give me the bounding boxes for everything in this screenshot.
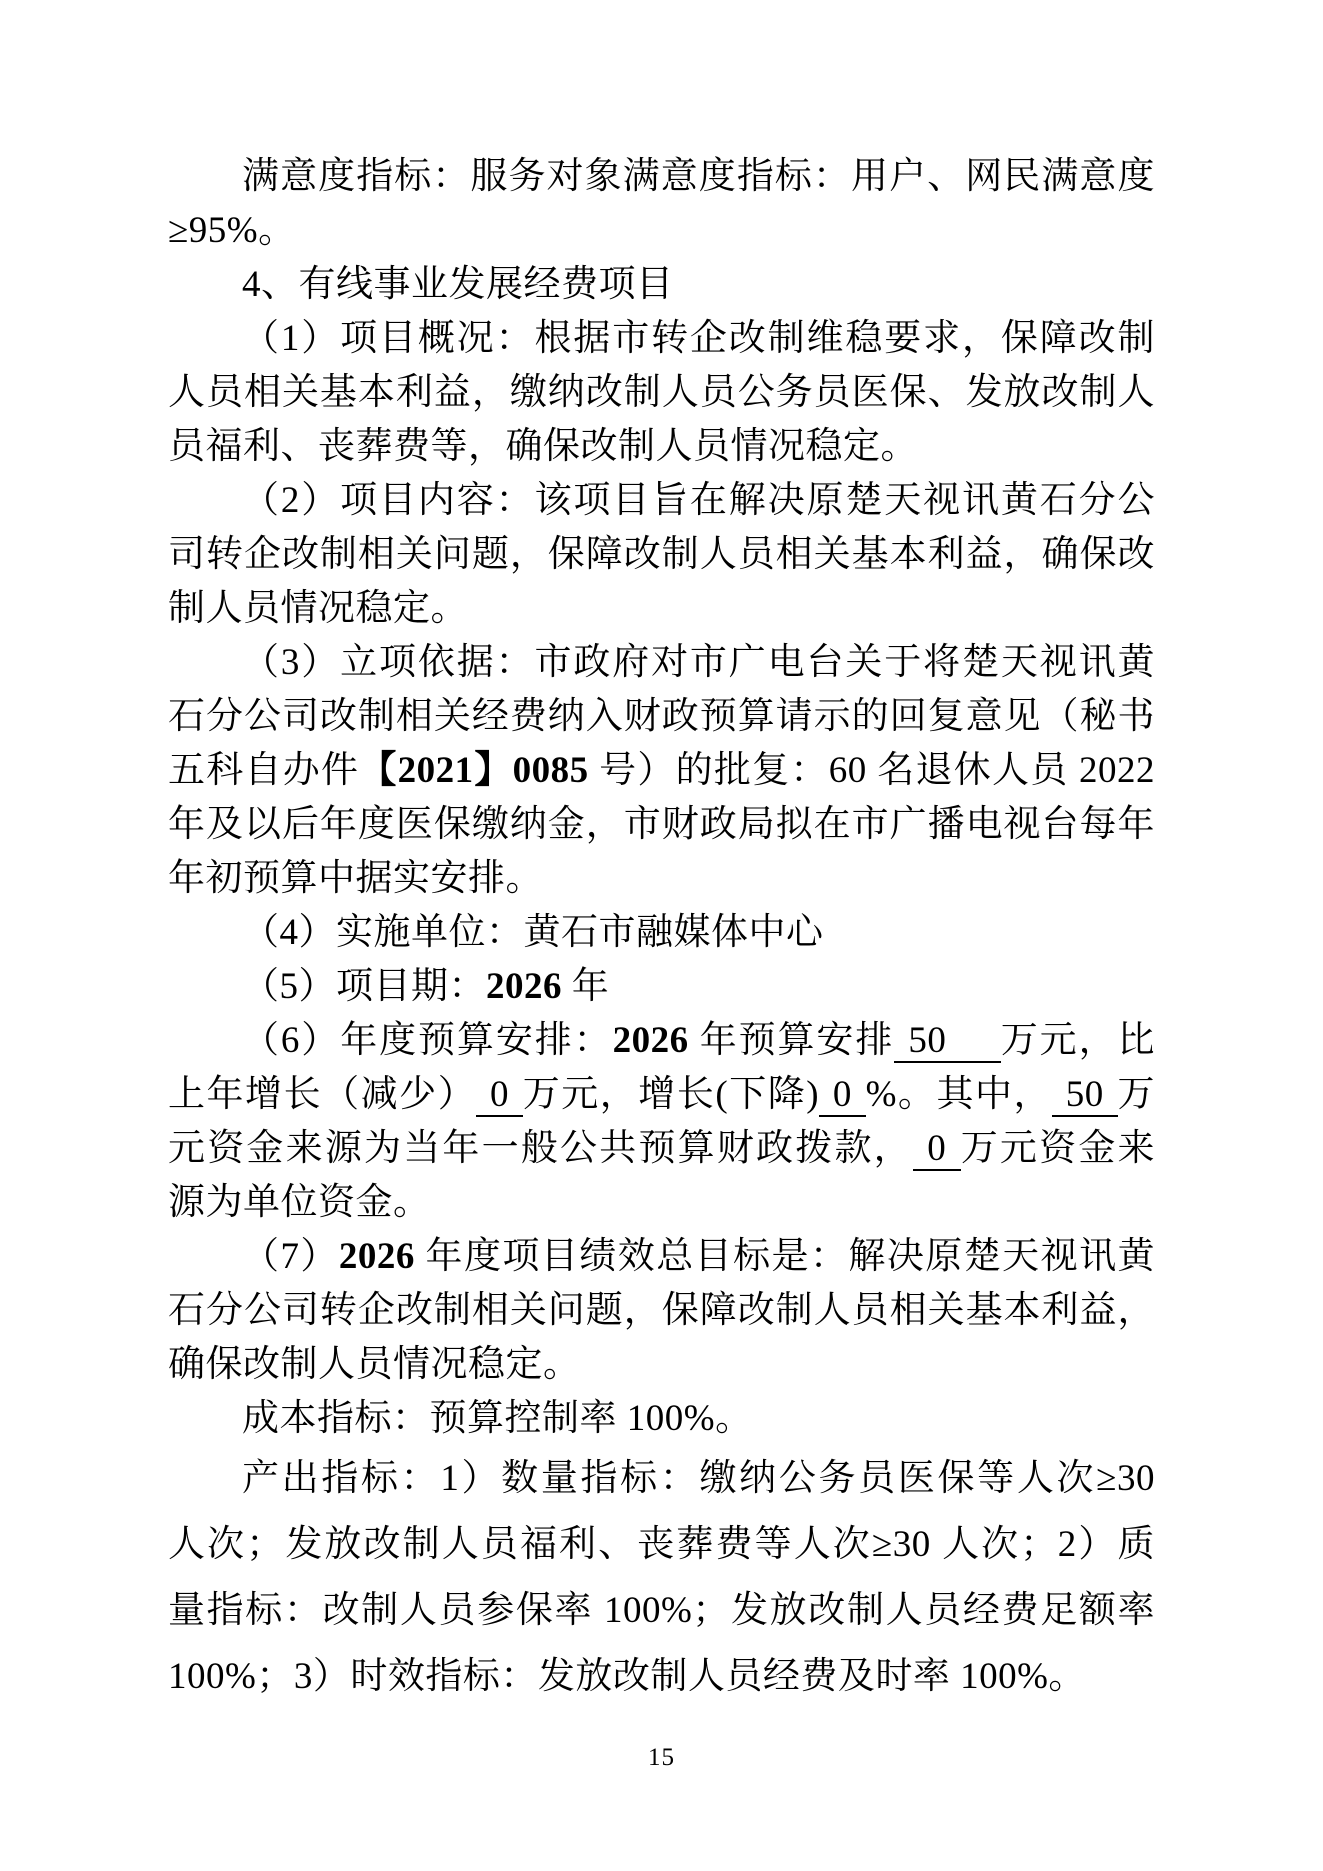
text-line <box>168 1338 1155 1392</box>
text-segment: 2026 <box>486 966 562 1007</box>
text-segment: 2026 <box>338 1236 415 1277</box>
text-line <box>168 1578 1155 1644</box>
text-line <box>168 204 1155 258</box>
text-segment: 年初预算中据实安排。 <box>168 858 543 899</box>
text-segment: 年预算安排 <box>688 1020 895 1061</box>
text-segment: 制人员情况稳定。 <box>168 588 468 629</box>
text-line <box>168 528 1155 582</box>
text-segment: ≥95%。 <box>168 210 296 251</box>
text-segment: 满意度指标：服务对象满意度指标：用户、网民满意度 <box>242 156 1155 197</box>
page-footer <box>0 1744 1323 1772</box>
underlined-value: 50 <box>1052 1074 1117 1117</box>
text-line <box>168 1284 1155 1338</box>
text-line <box>168 420 1155 474</box>
underlined-value: 50 <box>894 1020 1001 1063</box>
text-line <box>168 474 1155 528</box>
text-line <box>168 744 1155 798</box>
page-number: 15 <box>648 1744 675 1771</box>
text-segment: 员福利、丧葬费等，确保改制人员情况稳定。 <box>168 426 918 467</box>
text-line <box>168 1176 1155 1230</box>
text-line <box>168 1014 1155 1068</box>
text-segment: （7） <box>242 1236 339 1277</box>
text-segment: （1）项目概况：根据市转企改制维稳要求，保障改制 <box>242 318 1155 359</box>
text-line <box>168 636 1155 690</box>
text-line <box>168 150 1155 204</box>
text-segment: 【2021】0085 <box>359 750 589 791</box>
text-line <box>168 312 1155 366</box>
text-line <box>168 366 1155 420</box>
text-segment: （6）年度预算安排： <box>242 1020 613 1061</box>
text-segment: 号）的批复：60 名退休人员 2022 <box>588 750 1156 791</box>
text-segment: （4）实施单位：黄石市融媒体中心 <box>242 912 824 953</box>
text-line <box>168 960 1155 1014</box>
text-line <box>168 906 1155 960</box>
underlined-value: 0 <box>476 1074 522 1117</box>
text-segment: 年度项目绩效总目标是：解决原楚天视讯黄 <box>414 1236 1156 1277</box>
text-segment: 成本指标：预算控制率 100%。 <box>242 1398 753 1439</box>
text-segment: 石分公司改制相关经费纳入财政预算请示的回复意见（秘书 <box>168 696 1155 737</box>
text-segment: 石分公司转企改制相关问题，保障改制人员相关基本利益， <box>168 1290 1155 1331</box>
underlined-value: 0 <box>819 1074 865 1117</box>
text-segment: 年及以后年度医保缴纳金，市财政局拟在市广播电视台每年 <box>168 804 1155 845</box>
text-segment: 100%；3）时效指标：发放改制人员经费及时率 100%。 <box>168 1656 1086 1697</box>
text-segment: （5）项目期： <box>242 966 486 1007</box>
text-segment: 五科自办件 <box>168 750 360 791</box>
text-line <box>168 582 1155 636</box>
text-segment: 人员相关基本利益，缴纳改制人员公务员医保、发放改制人 <box>168 372 1155 413</box>
text-segment: （3）立项依据：市政府对市广电台关于将楚天视讯黄 <box>242 642 1155 683</box>
text-segment: 4、有线事业发展经费项目 <box>242 264 674 305</box>
text-segment: 年 <box>562 966 610 1007</box>
text-segment: 上年增长（减少） <box>168 1074 477 1115</box>
text-line <box>168 1446 1155 1512</box>
text-segment: 元资金来源为当年一般公共预算财政拨款， <box>168 1128 913 1169</box>
text-line <box>168 1122 1155 1176</box>
text-segment: 万元，比 <box>1000 1020 1155 1061</box>
text-segment: 万元，增长(下降) <box>522 1074 820 1115</box>
text-segment: 2026 <box>612 1020 689 1061</box>
text-line <box>168 1230 1155 1284</box>
text-line <box>168 852 1155 906</box>
text-segment: 确保改制人员情况稳定。 <box>168 1344 581 1385</box>
text-line <box>168 1512 1155 1578</box>
text-segment: （2）项目内容：该项目旨在解决原楚天视讯黄石分公 <box>242 480 1155 521</box>
underlined-value: 0 <box>913 1128 961 1171</box>
text-segment: 人次；发放改制人员福利、丧葬费等人次≥30 人次；2）质 <box>168 1524 1155 1565</box>
text-line <box>168 798 1155 852</box>
text-segment: 司转企改制相关问题，保障改制人员相关基本利益，确保改 <box>168 534 1155 575</box>
text-line <box>168 258 1155 312</box>
text-line <box>168 1392 1155 1446</box>
text-segment: 万 <box>1117 1074 1156 1115</box>
text-line <box>168 1644 1155 1710</box>
text-segment: 产出指标：1）数量指标：缴纳公务员医保等人次≥30 <box>242 1458 1155 1499</box>
text-line <box>168 690 1155 744</box>
text-segment: 源为单位资金。 <box>168 1182 431 1223</box>
text-segment: 量指标：改制人员参保率 100%；发放改制人员经费足额率 <box>168 1590 1155 1631</box>
text-line <box>168 1068 1155 1122</box>
text-segment: %。其中， <box>865 1074 1053 1115</box>
text-segment: 万元资金来 <box>960 1128 1156 1169</box>
